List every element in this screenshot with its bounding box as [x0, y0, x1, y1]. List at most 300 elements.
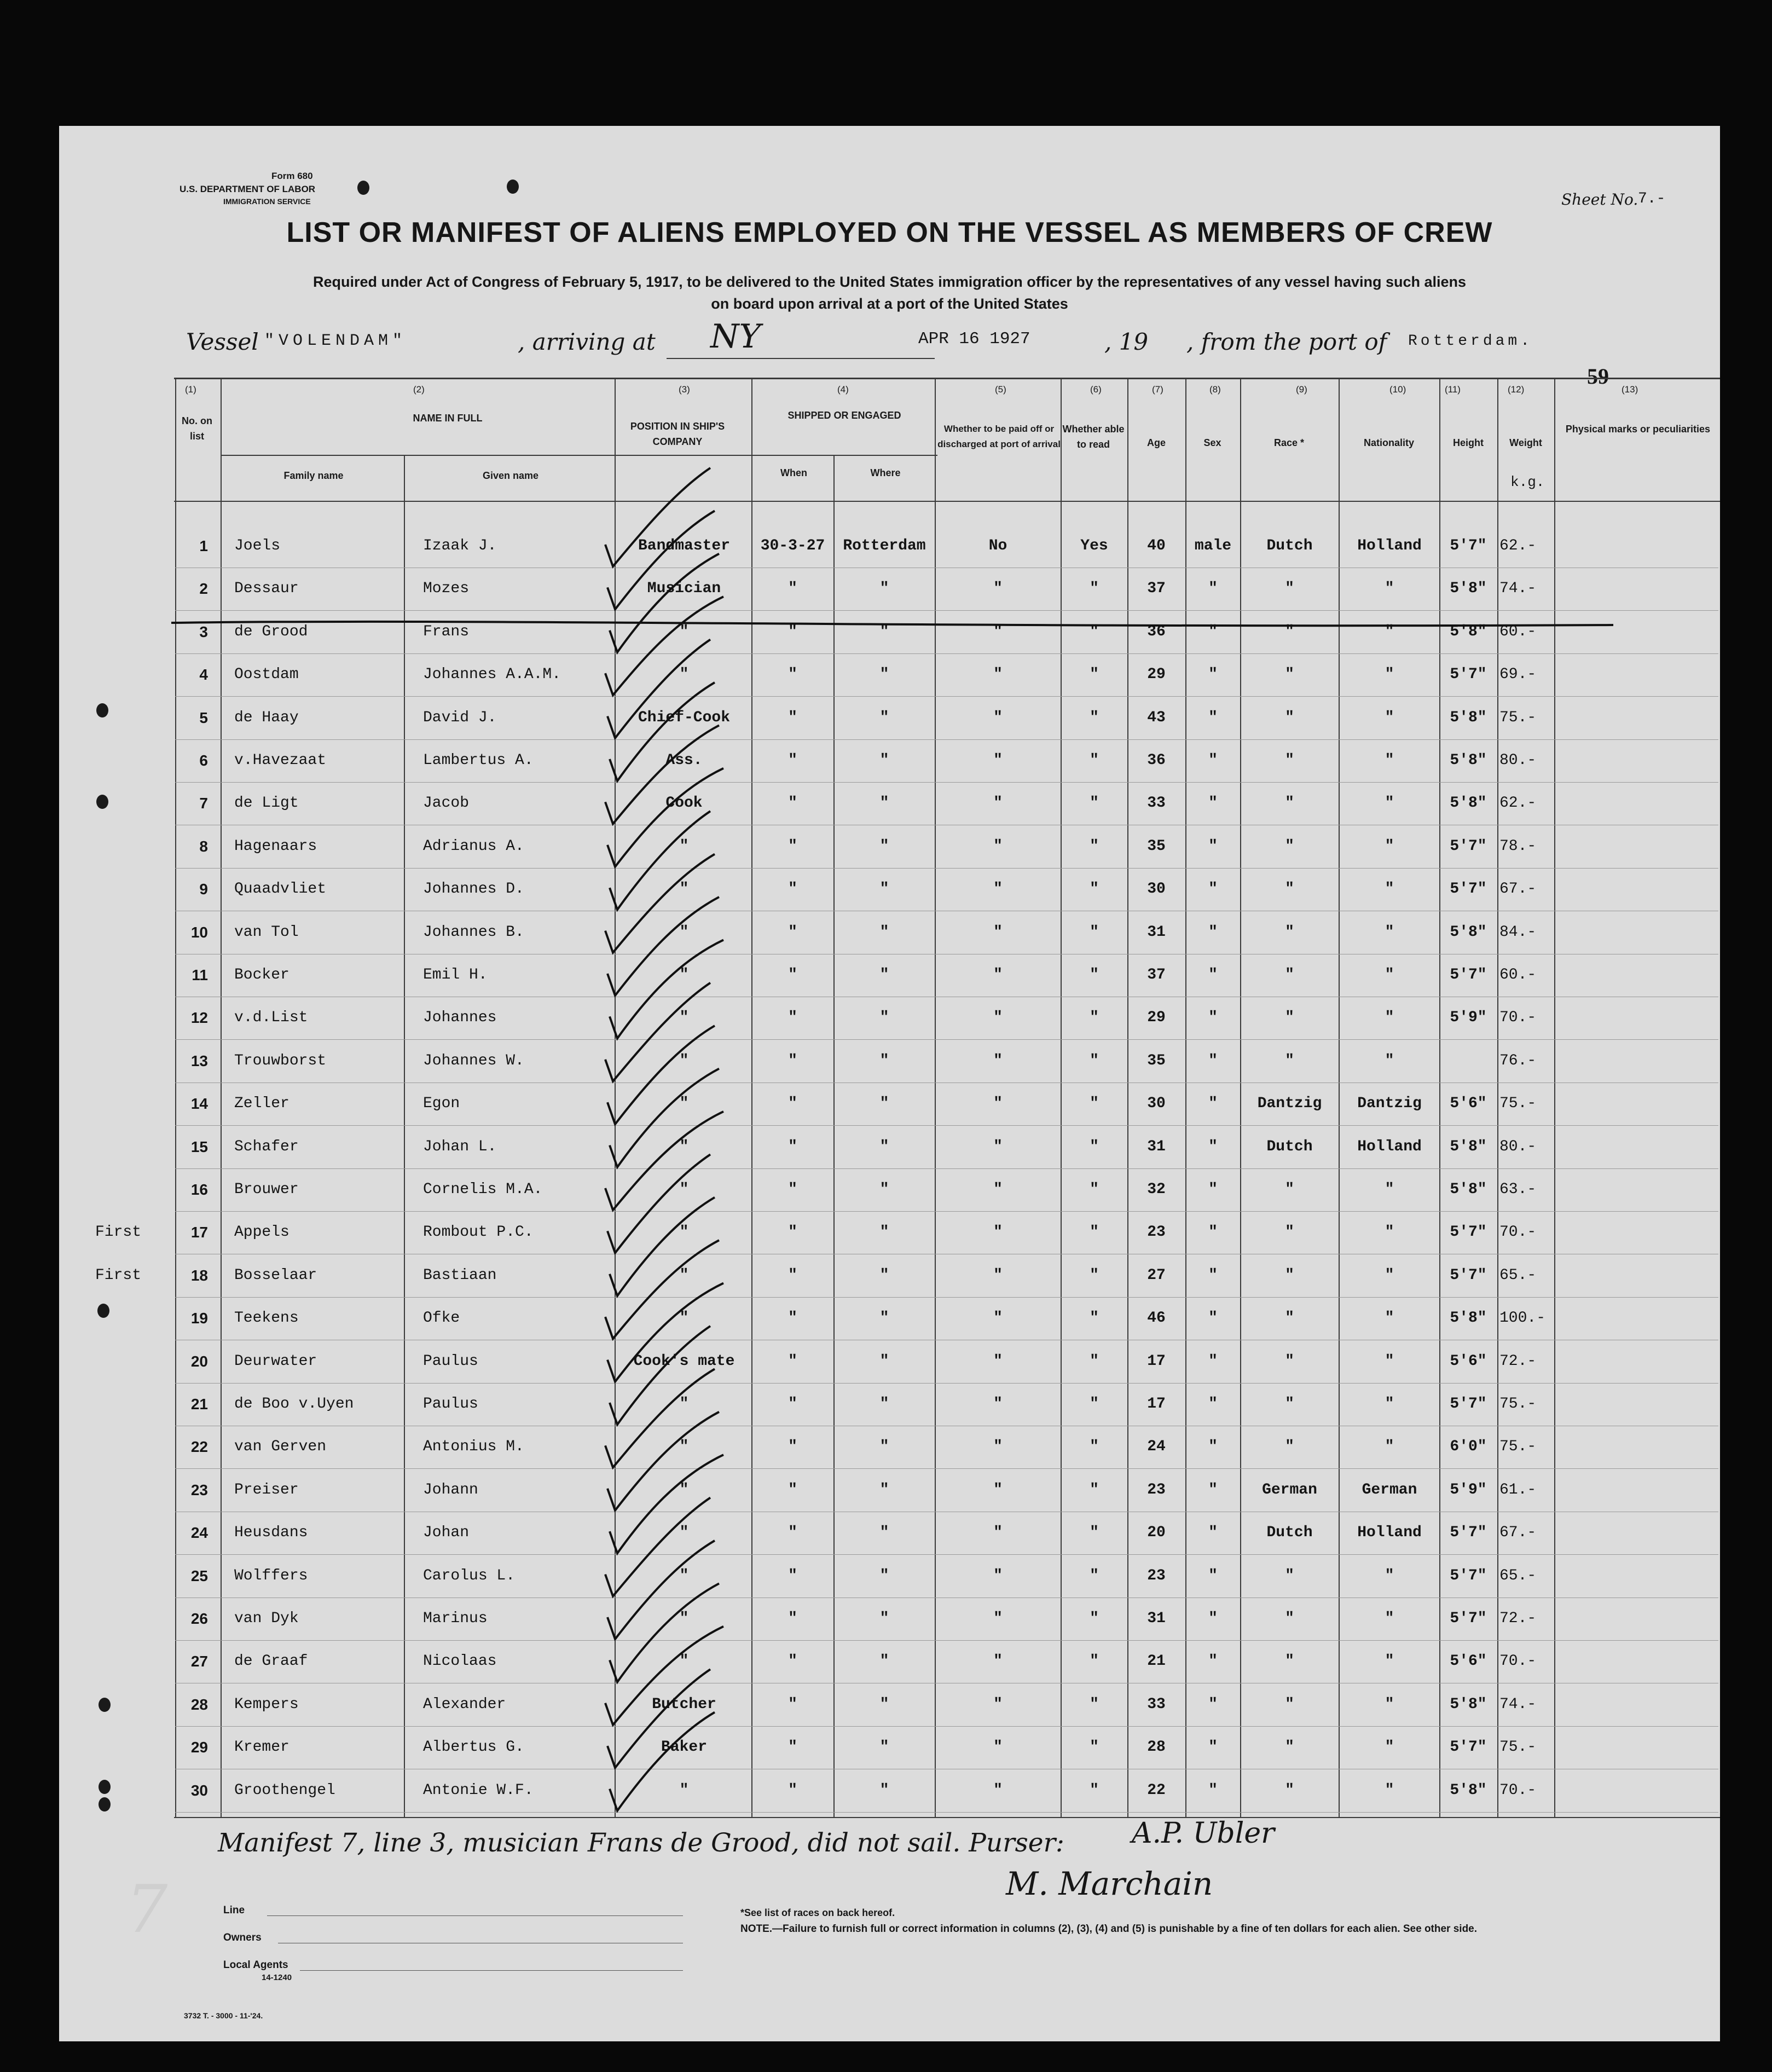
row-number: 30: [190, 1781, 208, 1799]
shipped-where: ": [879, 1781, 889, 1799]
given-name: Ofke: [423, 1310, 460, 1327]
height: 6'0": [1450, 1438, 1487, 1456]
family-name: Quaadvliet: [234, 881, 327, 898]
height: 5'7": [1450, 966, 1487, 983]
given-name: Paulus: [423, 1352, 478, 1370]
column-number: (13): [1622, 384, 1638, 395]
weight: 70.-: [1499, 1224, 1537, 1241]
paid-off: ": [993, 795, 1003, 812]
given-name: Carolus L.: [423, 1567, 516, 1584]
table-row-rule: [175, 610, 1718, 611]
given-name: Marinus: [423, 1610, 488, 1627]
weight: 76.-: [1499, 1052, 1537, 1069]
given-name: Johannes D.: [423, 881, 524, 898]
height: 5'7": [1450, 1396, 1487, 1413]
nationality: ": [1385, 837, 1394, 855]
family-name: van Dyk: [234, 1610, 299, 1627]
given-name: Antonie W.F.: [423, 1781, 534, 1799]
table-row-rule: [175, 868, 1718, 869]
check-mark: [610, 1326, 710, 1425]
weight: 75.-: [1499, 1739, 1537, 1756]
table-bottom-border: [174, 1817, 1720, 1818]
able-to-read: ": [1090, 752, 1099, 769]
age: 40: [1147, 537, 1166, 554]
given-name: Johannes A.A.M.: [423, 666, 561, 684]
weight: 70.-: [1499, 1781, 1537, 1799]
check-mark: [607, 1669, 710, 1768]
header-position: POSITION IN SHIP'S COMPANY: [630, 421, 725, 447]
manifest-sheet: [59, 126, 1720, 2041]
height: 5'6": [1450, 1352, 1487, 1370]
table-row-rule: [175, 1297, 1718, 1298]
position: ": [679, 1224, 689, 1241]
race: ": [1285, 795, 1294, 812]
weight: 75.-: [1499, 1095, 1537, 1113]
sex: ": [1208, 1181, 1218, 1198]
check-mark: [607, 768, 723, 867]
punch-hole: [96, 795, 108, 809]
height: 5'6": [1450, 1095, 1487, 1113]
able-to-read: ": [1090, 1266, 1099, 1284]
sex: ": [1208, 1224, 1218, 1241]
shipped-when: 30-3-27: [760, 537, 825, 554]
row-note: First: [95, 1266, 142, 1284]
position: ": [679, 1524, 689, 1542]
family-name: Preiser: [234, 1481, 299, 1498]
nationality: Dantzig: [1357, 1095, 1422, 1113]
height: 5'7": [1450, 1567, 1487, 1584]
paid-off: No: [988, 537, 1007, 554]
race: ": [1285, 623, 1294, 640]
weight: 65.-: [1499, 1266, 1537, 1284]
able-to-read: ": [1090, 1396, 1099, 1413]
row-number: 13: [190, 1052, 208, 1069]
table-row-rule: [175, 1468, 1718, 1469]
weight: 67.-: [1499, 1524, 1537, 1542]
row-number: 11: [192, 966, 208, 983]
sex: ": [1208, 1524, 1218, 1542]
shipped-where: ": [879, 666, 889, 684]
weight: 60.-: [1499, 966, 1537, 983]
table-row-rule: [175, 1726, 1718, 1727]
height: 5'7": [1450, 1224, 1487, 1241]
shipped-when: ": [788, 923, 797, 941]
able-to-read: ": [1090, 1739, 1099, 1756]
paid-off: ": [993, 1567, 1003, 1584]
family-name: Teekens: [234, 1310, 299, 1327]
check-mark: [607, 640, 710, 738]
height: 5'8": [1450, 1695, 1487, 1713]
age: 21: [1147, 1653, 1166, 1670]
service: IMMIGRATION SERVICE: [223, 197, 311, 206]
weight: 65.-: [1499, 1567, 1537, 1584]
shipped-when: ": [788, 1524, 797, 1542]
family-name: Zeller: [234, 1095, 289, 1113]
paid-off: ": [993, 1009, 1003, 1027]
race: ": [1285, 709, 1294, 726]
row-number: 12: [190, 1009, 208, 1027]
shipped-where: ": [879, 580, 889, 598]
sex: ": [1208, 1481, 1218, 1498]
shipped-when: ": [788, 1352, 797, 1370]
race: ": [1285, 837, 1294, 855]
race: ": [1285, 1438, 1294, 1456]
nationality: Holland: [1357, 1524, 1422, 1542]
position: ": [679, 1567, 689, 1584]
check-mark: [607, 1541, 715, 1639]
shipped-where: ": [879, 881, 889, 898]
able-to-read: ": [1090, 623, 1099, 640]
position: Ass.: [665, 752, 703, 769]
race: ": [1285, 881, 1294, 898]
nationality: Holland: [1357, 1138, 1422, 1155]
check-mark: [610, 1197, 715, 1296]
check-mark: [610, 682, 715, 781]
page-title: LIST OR MANIFEST OF ALIENS EMPLOYED ON THE VESSEL AS MEMBERS OF CREW: [286, 217, 1493, 248]
nationality: ": [1385, 1009, 1394, 1027]
family-name: Dessaur: [234, 580, 299, 598]
position: Butcher: [652, 1695, 716, 1713]
shipped-when: ": [788, 1266, 797, 1284]
able-to-read: ": [1090, 1610, 1099, 1627]
shipped-when: ": [788, 752, 797, 769]
able-to-read: ": [1090, 881, 1099, 898]
department: U.S. DEPARTMENT OF LABOR: [179, 184, 316, 194]
header-paid-off: Whether to be paid off or discharged at port of arrival: [937, 424, 1061, 449]
shipped-when: ": [788, 1481, 797, 1498]
weight: 60.-: [1499, 623, 1537, 640]
family-name: Deurwater: [234, 1352, 317, 1370]
paid-off: ": [993, 881, 1003, 898]
shipped-when: ": [788, 1310, 797, 1327]
position: ": [679, 1396, 689, 1413]
age: 23: [1147, 1481, 1166, 1498]
row-number: 16: [190, 1181, 208, 1198]
row-number: 1: [199, 537, 208, 554]
header-nationality: Nationality: [1363, 437, 1414, 448]
shipped-when: ": [788, 709, 797, 726]
nationality: ": [1385, 1352, 1394, 1370]
weight: 72.-: [1499, 1352, 1537, 1370]
family-name: Groothengel: [234, 1781, 335, 1799]
table-row-rule: [175, 1211, 1718, 1212]
from-label: , from the port of: [1186, 328, 1387, 355]
check-mark: [610, 1455, 723, 1553]
weight: 63.-: [1499, 1181, 1537, 1198]
paid-off: ": [993, 1352, 1003, 1370]
nationality: ": [1385, 923, 1394, 941]
shipped-when: ": [788, 580, 797, 598]
family-name: v.Havezaat: [234, 752, 327, 769]
able-to-read: ": [1090, 1181, 1099, 1198]
race: ": [1285, 580, 1294, 598]
age: 43: [1147, 709, 1166, 726]
row-number: 24: [190, 1524, 208, 1542]
position: ": [679, 1653, 689, 1670]
given-name: Mozes: [423, 580, 470, 598]
row-number: 7: [199, 795, 208, 812]
weight: 100.-: [1499, 1310, 1546, 1327]
footer-agents-label: Local Agents: [223, 1959, 288, 1971]
given-name: Johannes: [423, 1009, 497, 1027]
height: 5'7": [1450, 881, 1487, 898]
position: ": [679, 923, 689, 941]
row-number: 6: [199, 752, 208, 769]
weight: 62.-: [1499, 537, 1537, 554]
position: ": [679, 881, 689, 898]
weight: 61.-: [1499, 1481, 1537, 1498]
given-name: Bastiaan: [423, 1266, 497, 1284]
nationality: ": [1385, 1310, 1394, 1327]
given-name: Johannes W.: [423, 1052, 524, 1069]
sheet-label: Sheet No.: [1561, 190, 1638, 209]
header-name-in-full: NAME IN FULL: [413, 413, 483, 424]
family-name: van Tol: [234, 923, 299, 941]
row-number: 5: [199, 709, 208, 726]
able-to-read: ": [1090, 795, 1099, 812]
paid-off: ": [993, 837, 1003, 855]
row-number: 4: [199, 666, 208, 684]
nationality: German: [1362, 1481, 1417, 1498]
race: ": [1285, 1009, 1294, 1027]
position: ": [679, 837, 689, 855]
age: 17: [1147, 1352, 1166, 1370]
shipped-where: ": [879, 923, 889, 941]
paid-off: ": [993, 1095, 1003, 1113]
family-name: de Graaf: [234, 1653, 308, 1670]
family-name: de Ligt: [234, 795, 299, 812]
column-number: (2): [413, 384, 425, 395]
vessel-label: Vessel: [186, 328, 259, 355]
header-bottom-border: [174, 501, 1720, 502]
age: 31: [1147, 923, 1166, 941]
table-row-rule: [175, 1168, 1718, 1169]
position: ": [679, 1009, 689, 1027]
race: ": [1285, 1567, 1294, 1584]
age: 22: [1147, 1781, 1166, 1799]
column-number: (9): [1296, 384, 1307, 395]
shipped-where: ": [879, 1310, 889, 1327]
paid-off: ": [993, 1181, 1003, 1198]
race: Dutch: [1266, 1138, 1313, 1155]
sex: ": [1208, 1052, 1218, 1069]
nationality: ": [1385, 966, 1394, 983]
required-line-1: Required under Act of Congress of February 5, 1917, to be delivered to the United States immigration officer by the representatives of any vessel having such aliens: [312, 274, 1467, 290]
family-name: de Boo v.Uyen: [234, 1396, 354, 1413]
table-row-rule: [175, 1125, 1718, 1126]
age: 20: [1147, 1524, 1166, 1542]
given-name: Johan: [423, 1524, 470, 1542]
nationality: ": [1385, 1224, 1394, 1241]
row-number: 15: [190, 1138, 208, 1155]
sex: ": [1208, 837, 1218, 855]
age: 23: [1147, 1224, 1166, 1241]
shipped-where: ": [879, 1524, 889, 1542]
shipped-where: ": [879, 1095, 889, 1113]
paid-off: ": [993, 580, 1003, 598]
height: 5'8": [1450, 752, 1487, 769]
sex: ": [1208, 795, 1218, 812]
age: 23: [1147, 1567, 1166, 1584]
table-row-rule: [175, 1039, 1718, 1040]
paid-off: ": [993, 1610, 1003, 1627]
nationality: ": [1385, 752, 1394, 769]
shipped-when: ": [788, 1095, 797, 1113]
nationality: ": [1385, 1396, 1394, 1413]
table-row-rule: [175, 782, 1718, 783]
paid-off: ": [993, 1695, 1003, 1713]
weight: 80.-: [1499, 752, 1537, 769]
family-name: de Haay: [234, 709, 299, 726]
given-name: Nicolaas: [423, 1653, 497, 1670]
height: 5'9": [1450, 1009, 1487, 1027]
given-name: Emil H.: [423, 966, 488, 983]
sex: ": [1208, 1781, 1218, 1799]
race: ": [1285, 1396, 1294, 1413]
sex: ": [1208, 709, 1218, 726]
position: ": [679, 1138, 689, 1155]
position: Bandmaster: [638, 537, 731, 554]
weight: 67.-: [1499, 881, 1537, 898]
race: ": [1285, 1781, 1294, 1799]
row-number: 3: [199, 623, 208, 640]
position: ": [679, 1052, 689, 1069]
height: 5'8": [1450, 923, 1487, 941]
row-number: 25: [190, 1567, 208, 1584]
age: 35: [1147, 837, 1166, 855]
race: German: [1262, 1481, 1317, 1498]
shipped-where: ": [879, 1009, 889, 1027]
position: ": [679, 666, 689, 684]
shipped-where: ": [879, 1610, 889, 1627]
nationality: ": [1385, 1181, 1394, 1198]
given-name: Egon: [423, 1095, 460, 1113]
nationality: ": [1385, 1695, 1394, 1713]
age: 32: [1147, 1181, 1166, 1198]
shipped-where: ": [879, 1052, 889, 1069]
position: Musician: [647, 580, 721, 598]
table-row-rule: [175, 653, 1718, 654]
able-to-read: ": [1090, 580, 1099, 598]
header-shipped: SHIPPED OR ENGAGED: [787, 410, 901, 421]
shipped-when: ": [788, 1438, 797, 1456]
paid-off: ": [993, 1310, 1003, 1327]
position: ": [679, 1781, 689, 1799]
punch-hole: [99, 1698, 111, 1712]
column-number: (8): [1209, 384, 1221, 395]
paid-off: ": [993, 1438, 1003, 1456]
family-name: Kremer: [234, 1739, 289, 1756]
weight: 62.-: [1499, 795, 1537, 812]
age: 33: [1147, 1695, 1166, 1713]
shipped-where: ": [879, 837, 889, 855]
header-when: When: [780, 467, 807, 478]
able-to-read: ": [1090, 1481, 1099, 1498]
able-to-read: ": [1090, 1567, 1099, 1584]
height: 5'7": [1450, 1610, 1487, 1627]
column-number: (10): [1389, 384, 1406, 395]
shipped-when: ": [788, 1138, 797, 1155]
weight: 70.-: [1499, 1009, 1537, 1027]
row-number: 23: [190, 1481, 208, 1498]
race: Dantzig: [1257, 1095, 1322, 1113]
shipped-when: ": [788, 1781, 797, 1799]
age: 31: [1147, 1610, 1166, 1627]
able-to-read: ": [1090, 1524, 1099, 1542]
paid-off: ": [993, 923, 1003, 941]
row-number: 17: [190, 1224, 208, 1241]
shipped-where: ": [879, 1266, 889, 1284]
shipped-when: ": [788, 1224, 797, 1241]
age: 37: [1147, 580, 1166, 598]
given-name: Antonius M.: [423, 1438, 524, 1456]
given-name: Paulus: [423, 1396, 478, 1413]
table-row-rule: [175, 1383, 1718, 1384]
race: ": [1285, 1739, 1294, 1756]
family-name: de Grood: [234, 623, 308, 640]
column-number: (4): [837, 384, 849, 395]
table-top-border: [174, 378, 1720, 379]
paid-off: ": [993, 1396, 1003, 1413]
able-to-read: ": [1090, 709, 1099, 726]
check-mark: [607, 511, 715, 609]
row-note: First: [95, 1224, 142, 1241]
column-number: (1): [185, 384, 196, 395]
nationality: ": [1385, 1567, 1394, 1584]
row-number: 2: [199, 580, 208, 598]
nationality: ": [1385, 1653, 1394, 1670]
sex: ": [1208, 1009, 1218, 1027]
check-mark: [607, 897, 719, 996]
table-row-rule: [175, 1640, 1718, 1641]
header-no-on-list: No. on list: [182, 415, 212, 442]
weight: 75.-: [1499, 1396, 1537, 1413]
table-row-rule: [175, 1812, 1718, 1813]
given-name: Lambertus A.: [423, 752, 534, 769]
shipped-where: ": [879, 623, 889, 640]
position: Baker: [661, 1739, 707, 1756]
footer-line-label: Line: [223, 1905, 245, 1916]
row-number: 20: [190, 1352, 208, 1370]
weight: 84.-: [1499, 923, 1537, 941]
row-number: 29: [190, 1739, 208, 1756]
race: ": [1285, 1653, 1294, 1670]
shipped-where: ": [879, 795, 889, 812]
able-to-read: ": [1090, 966, 1099, 983]
able-to-read: ": [1090, 1095, 1099, 1113]
family-name: Schafer: [234, 1138, 299, 1155]
able-to-read: ": [1090, 1138, 1099, 1155]
age: 46: [1147, 1310, 1166, 1327]
shipped-where: ": [879, 1138, 889, 1155]
nationality: ": [1385, 709, 1394, 726]
required-line-2: on board upon arrival at a port of the United States: [711, 296, 1068, 312]
position: ": [679, 1610, 689, 1627]
nationality: ": [1385, 1610, 1394, 1627]
shipped-when: ": [788, 881, 797, 898]
column-number: (6): [1090, 384, 1102, 395]
given-name: Izaak J.: [423, 537, 497, 554]
given-name: Jacob: [423, 795, 470, 812]
position: Cook: [665, 795, 703, 812]
height: 5'8": [1450, 1181, 1487, 1198]
check-mark: [610, 940, 723, 1038]
paid-off: ": [993, 666, 1003, 684]
height: 5'8": [1450, 1138, 1487, 1155]
header-family-name: Family name: [283, 470, 344, 481]
shipped-when: ": [788, 1653, 797, 1670]
paid-off: ": [993, 1653, 1003, 1670]
